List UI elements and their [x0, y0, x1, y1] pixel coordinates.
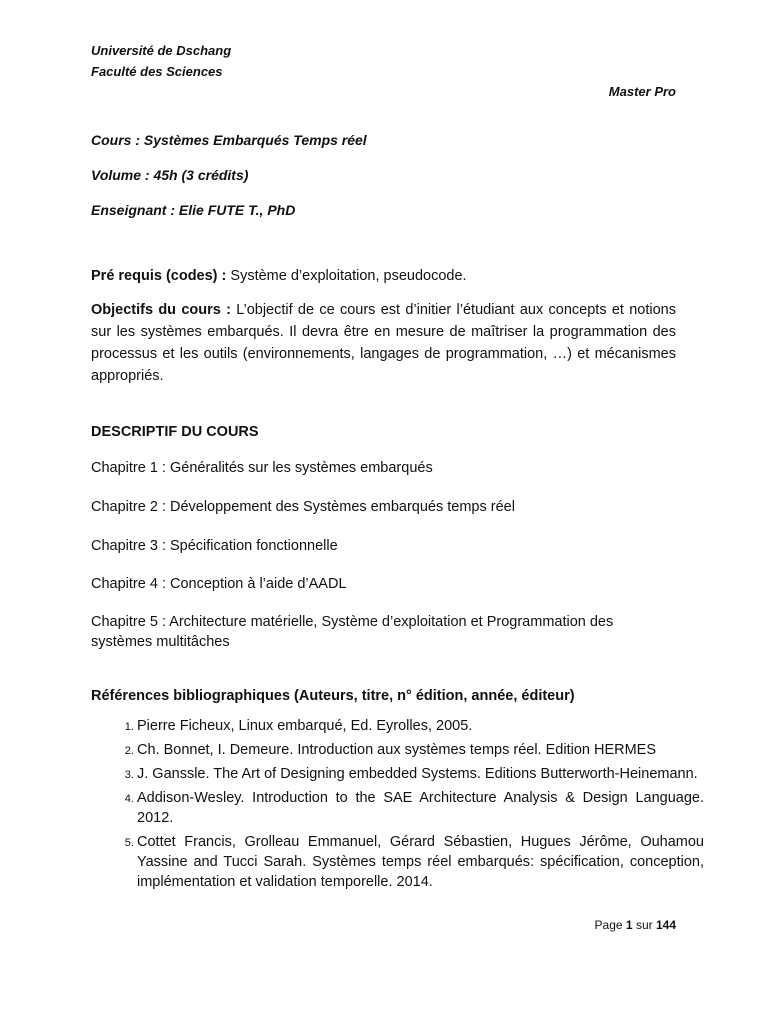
current-page: 1 [625, 918, 633, 932]
university-name: Université de Dschang [91, 43, 232, 58]
course-teacher: Enseignant : Elie FUTE T., PhD [91, 202, 296, 218]
objectives-text: L’objectif de ce cours est d’initier l’étudiant aux concepts et notions sur les systèmes embarqués. Il devra être en mesure de maîtriser la programmation des processus et les outils (environnements, langages de programmation, …) et mécanismes appropriés. [91, 302, 676, 384]
description-title: DESCRIPTIF DU COURS [91, 424, 259, 440]
chapter-item: Chapitre 2 : Développement des Systèmes embarqués temps réel [91, 499, 515, 515]
page-number [595, 918, 676, 932]
references-list [109, 716, 704, 896]
prerequisites [91, 265, 676, 287]
course-volume: Volume : 45h (3 crédits) [91, 167, 249, 183]
page-word: Page [594, 918, 623, 932]
prerequisites-text: Système d’exploitation, pseudocode. [226, 268, 467, 284]
reference-item: 5. Cottet Francis, Grolleau Emmanuel, Gérard Sébastien, Hugues Jérôme, Ouhamou Yassine and Tucci Sarah. Systèmes temps réel embarqués: spécification, conception, implémentation et validation temporelle. 2014. [137, 832, 704, 892]
prerequisites-label: Pré requis (codes) : [91, 268, 227, 284]
chapter-item: Chapitre 5 : Architecture matérielle, Système d’exploitation et Programmation des systèmes multitâches [91, 614, 614, 650]
course-title: Cours : Systèmes Embarqués Temps réel [91, 132, 367, 148]
of-word: sur [635, 918, 653, 932]
reference-item: 4. Addison-Wesley. Introduction to the SAE Architecture Analysis & Design Language. 2012. [137, 788, 704, 828]
reference-item: 3. J. Ganssle. The Art of Designing embedded Systems. Editions Butterworth-Heinemann. [137, 764, 704, 784]
total-pages: 144 [655, 918, 676, 932]
objectives-label: Objectifs du cours : [91, 302, 231, 318]
faculty-name: Faculté des Sciences [91, 64, 223, 79]
chapter-item: Chapitre 4 : Conception à l’aide d’AADL [91, 576, 347, 592]
chapter-item: Chapitre 1 : Généralités sur les systèmes embarqués [91, 460, 433, 476]
program-name: Master Pro [608, 84, 676, 99]
references-title: Références bibliographiques (Auteurs, titre, n° édition, année, éditeur) [91, 688, 575, 704]
reference-item: 2. Ch. Bonnet, I. Demeure. Introduction aux systèmes temps réel. Edition HERMES [137, 740, 704, 760]
reference-item: 1. Pierre Ficheux, Linux embarqué, Ed. Eyrolles, 2005. [137, 716, 704, 736]
objectives [91, 299, 676, 387]
chapter-item: Chapitre 3 : Spécification fonctionnelle [91, 538, 338, 554]
